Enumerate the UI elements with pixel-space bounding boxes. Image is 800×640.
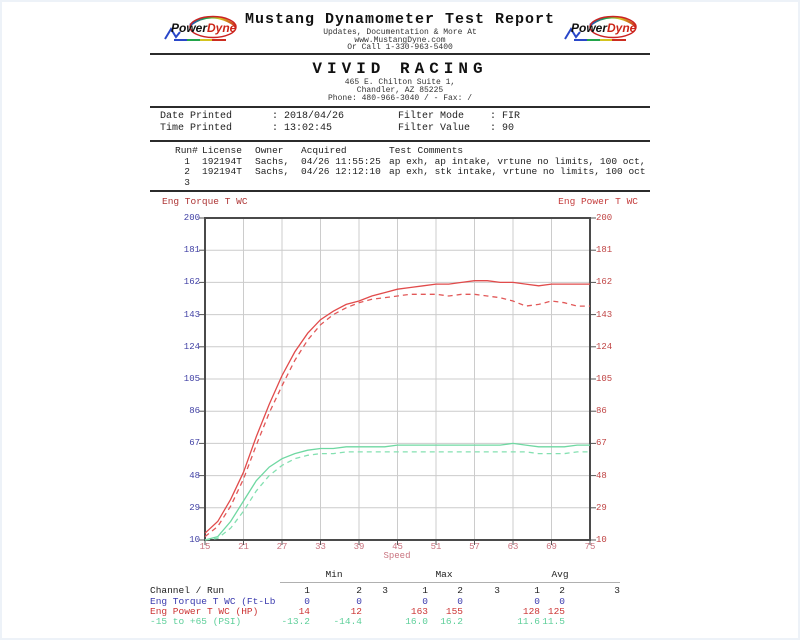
y-axis-tick-left: 143 — [183, 309, 200, 320]
divider — [150, 53, 650, 55]
summary-run-number: 2 — [457, 585, 463, 596]
summary-table — [150, 570, 620, 627]
x-axis-tick: 45 — [392, 542, 403, 552]
summary-value: 128 — [522, 606, 540, 617]
run-cell: Sachs, — [255, 166, 290, 177]
summary-value: 16.2 — [440, 616, 463, 627]
header-subtitle-1: Updates, Documentation & More At — [323, 28, 477, 37]
summary-row — [150, 617, 620, 627]
summary-run-number: 2 — [559, 585, 565, 596]
x-axis-tick: 51 — [430, 542, 442, 552]
report-title: Mustang Dynamometer Test Report — [244, 11, 556, 28]
y-axis-tick-left: 67 — [189, 438, 200, 449]
summary-value: 11.5 — [542, 616, 565, 627]
y-axis-tick-left: 162 — [183, 277, 200, 288]
run-cell: 3 — [184, 176, 190, 188]
run-cell: 2 — [184, 166, 190, 177]
run-column-header: Acquired — [301, 145, 347, 156]
summary-value: 0 — [457, 596, 463, 607]
summary-value: 11.6 — [517, 616, 540, 627]
summary-run-number: 1 — [534, 585, 540, 596]
summary-value: 0 — [559, 596, 565, 607]
shop-address-2: Chandler, AZ 85225 — [356, 86, 444, 95]
y-axis-tick-right: 181 — [596, 245, 613, 256]
run-cell: ap exh, stk intake, vrtune no limits, 100 oct — [389, 166, 646, 177]
filter-value-value: : 90 — [490, 123, 515, 134]
y-axis-tick-right: 200 — [596, 213, 613, 223]
summary-run-number: 3 — [494, 585, 500, 596]
y-axis-tick-left: 10 — [189, 535, 200, 545]
run-cell: 04/26 12:12:10 — [301, 166, 381, 177]
run-cell — [301, 178, 389, 189]
dyno-chart — [197, 210, 597, 546]
y-axis-tick-left: 48 — [189, 470, 200, 481]
x-axis-tick: 33 — [315, 542, 326, 552]
header-subtitle-3: Or Call 1-330-963-5400 — [347, 43, 453, 52]
run-cell — [202, 178, 255, 189]
y-axis-tick-right: 48 — [596, 470, 607, 481]
x-axis-tick: 27 — [276, 542, 288, 552]
y-axis-tick-right: 86 — [596, 406, 607, 417]
summary-value: -14.4 — [333, 616, 362, 627]
x-axis-tick: 21 — [238, 542, 249, 552]
left-axis-title: Eng Torque T WC — [162, 196, 248, 207]
y-axis-tick-right: 143 — [596, 309, 613, 320]
divider — [150, 106, 650, 108]
y-axis-tick-left: 86 — [189, 406, 200, 417]
channel-label: Eng Power T WC (HP) — [150, 606, 259, 617]
x-axis-title: Speed — [383, 551, 411, 561]
summary-value — [362, 597, 388, 607]
run-row — [175, 178, 646, 189]
header-subtitle-2: www.MustangDyne.com — [354, 36, 446, 45]
date-printed-label: Date Printed — [160, 111, 233, 122]
run-cell — [255, 178, 301, 189]
shop-address-3: Phone: 480-966-3040 / - Fax: / — [327, 94, 473, 103]
run-cell: 192194T — [202, 155, 242, 167]
summary-value — [463, 617, 500, 627]
divider — [150, 190, 650, 192]
run-list-table — [175, 146, 646, 188]
y-axis-tick-right: 124 — [596, 341, 613, 352]
summary-value: 0 — [356, 596, 362, 607]
run-column-header: Test Comments — [389, 145, 464, 156]
y-axis-tick-right: 10 — [596, 535, 607, 545]
y-axis-tick-left: 29 — [189, 502, 200, 513]
run-cell — [389, 178, 646, 189]
x-axis-tick: 63 — [507, 542, 519, 552]
divider — [150, 140, 650, 142]
channel-run-header: Channel / Run — [150, 584, 225, 596]
summary-value — [565, 597, 620, 607]
powerdyne-logo-text: PowerDyne — [171, 21, 237, 35]
y-axis-tick-left: 124 — [183, 341, 200, 352]
run-cell: 1 — [184, 155, 190, 167]
run-cell: 04/26 11:55:25 — [301, 155, 381, 167]
summary-value: -13.2 — [281, 616, 310, 627]
channel-label: -15 to +65 (PSI) — [150, 616, 242, 627]
summary-value: 12 — [350, 606, 362, 617]
run-cell: Sachs, — [255, 155, 290, 167]
summary-value: 155 — [445, 606, 463, 617]
channel-label: Eng Torque T WC (Ft-Lb — [150, 596, 276, 607]
summary-run-number: 1 — [304, 585, 310, 596]
y-axis-tick-right: 29 — [596, 502, 607, 513]
summary-value — [565, 607, 620, 617]
summary-run-number: 3 — [382, 585, 388, 596]
run-cell: ap exh, ap intake, vrtune no limits, 100 oct, — [389, 155, 646, 167]
summary-value — [362, 617, 388, 627]
time-printed-label: Time Printed — [160, 123, 233, 134]
summary-value: 16.0 — [405, 616, 428, 627]
filter-mode-label: Filter Mode — [398, 111, 465, 122]
shop-name: VIVID RACING — [312, 60, 488, 78]
filter-mode-value: : FIR — [490, 111, 521, 122]
time-printed-value: : 13:02:45 — [272, 123, 333, 134]
powerdyne-logo-text: PowerDyne — [571, 21, 637, 35]
y-axis-tick-right: 67 — [596, 438, 607, 449]
summary-value — [565, 617, 620, 627]
summary-value — [463, 597, 500, 607]
summary-value: 0 — [534, 596, 540, 607]
x-axis-tick: 69 — [546, 542, 557, 552]
summary-value: 125 — [547, 606, 565, 617]
summary-value: 14 — [298, 606, 310, 617]
summary-group-header: Min — [280, 570, 388, 583]
summary-value — [463, 607, 500, 617]
run-row — [175, 167, 646, 178]
shop-address-1: 465 E. Chilton Suite 1, — [344, 78, 456, 87]
x-axis-tick: 75 — [584, 542, 596, 552]
summary-run-number: 2 — [356, 585, 362, 596]
x-axis-tick: 57 — [469, 542, 480, 552]
summary-value: 163 — [410, 606, 428, 617]
y-axis-tick-left: 181 — [183, 245, 200, 256]
summary-run-number: 1 — [422, 585, 428, 596]
y-axis-tick-right: 105 — [596, 374, 613, 384]
run-column-header: Owner — [255, 145, 284, 156]
summary-group-header: Avg — [500, 570, 620, 583]
right-axis-title: Eng Power T WC — [558, 196, 638, 207]
y-axis-tick-left: 200 — [183, 213, 200, 223]
summary-value: 0 — [304, 596, 310, 607]
y-axis-tick-right: 162 — [596, 277, 613, 288]
summary-value — [362, 607, 388, 617]
x-axis-tick: 39 — [353, 542, 365, 552]
summary-group-header: Max — [388, 570, 500, 583]
summary-run-number: 3 — [614, 585, 620, 596]
run-column-header: Run# — [175, 145, 198, 156]
filter-value-label: Filter Value — [398, 123, 471, 134]
x-axis-tick: 15 — [199, 542, 211, 552]
run-cell: 192194T — [202, 166, 242, 177]
run-column-header: License — [202, 145, 242, 156]
summary-value: 0 — [422, 596, 428, 607]
date-printed-value: : 2018/04/26 — [272, 111, 345, 122]
y-axis-tick-left: 105 — [183, 374, 200, 384]
